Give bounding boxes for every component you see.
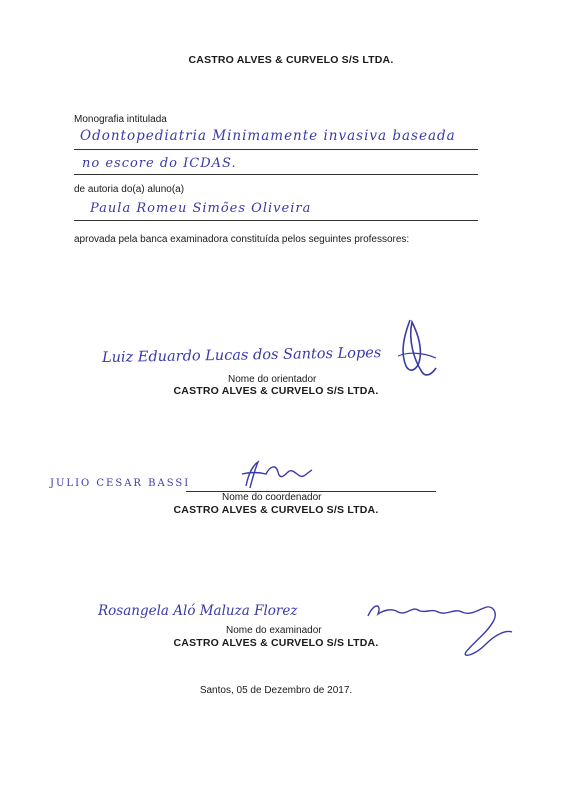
- orientador-role-label: Nome do orientador: [228, 374, 317, 385]
- autoria-label: de autoria do(a) aluno(a): [74, 184, 185, 195]
- monografia-title-line2: no escore do ICDAS.: [82, 156, 237, 171]
- examinador-handwritten-name: Rosangela Aló Maluza Florez: [98, 603, 298, 619]
- coordenador-handwritten-name: JULIO CESAR BASSI: [50, 478, 191, 489]
- monografia-title-line1: Odontopediatria Minimamente invasiva baseada: [80, 128, 456, 144]
- aprovada-label: aprovada pela banca examinadora constituída pelos seguintes professores:: [74, 234, 410, 245]
- orientador-handwritten-name: Luiz Eduardo Lucas dos Santos Lopes: [101, 345, 382, 366]
- monografia-line1-rule: [74, 149, 478, 150]
- aluno-rule: [74, 220, 478, 221]
- coordenador-company: CASTRO ALVES & CURVELO S/S LTDA.: [173, 504, 379, 516]
- monografia-line2-rule: [74, 174, 478, 175]
- header-company: CASTRO ALVES & CURVELO S/S LTDA.: [188, 54, 394, 66]
- examinador-role-label: Nome do examinador: [226, 625, 322, 636]
- coordenador-signature-icon: [236, 458, 316, 492]
- aluno-name: Paula Romeu Simões Oliveira: [90, 201, 312, 216]
- examinador-company: CASTRO ALVES & CURVELO S/S LTDA.: [173, 637, 379, 649]
- place-date: Santos, 05 de Dezembro de 2017.: [199, 685, 353, 696]
- orientador-signature-icon: [392, 312, 444, 384]
- monografia-label: Monografia intitulada: [74, 114, 167, 125]
- examinador-signature-icon: [362, 590, 518, 664]
- orientador-company: CASTRO ALVES & CURVELO S/S LTDA.: [173, 385, 379, 397]
- coordenador-role-label: Nome do coordenador: [222, 492, 322, 503]
